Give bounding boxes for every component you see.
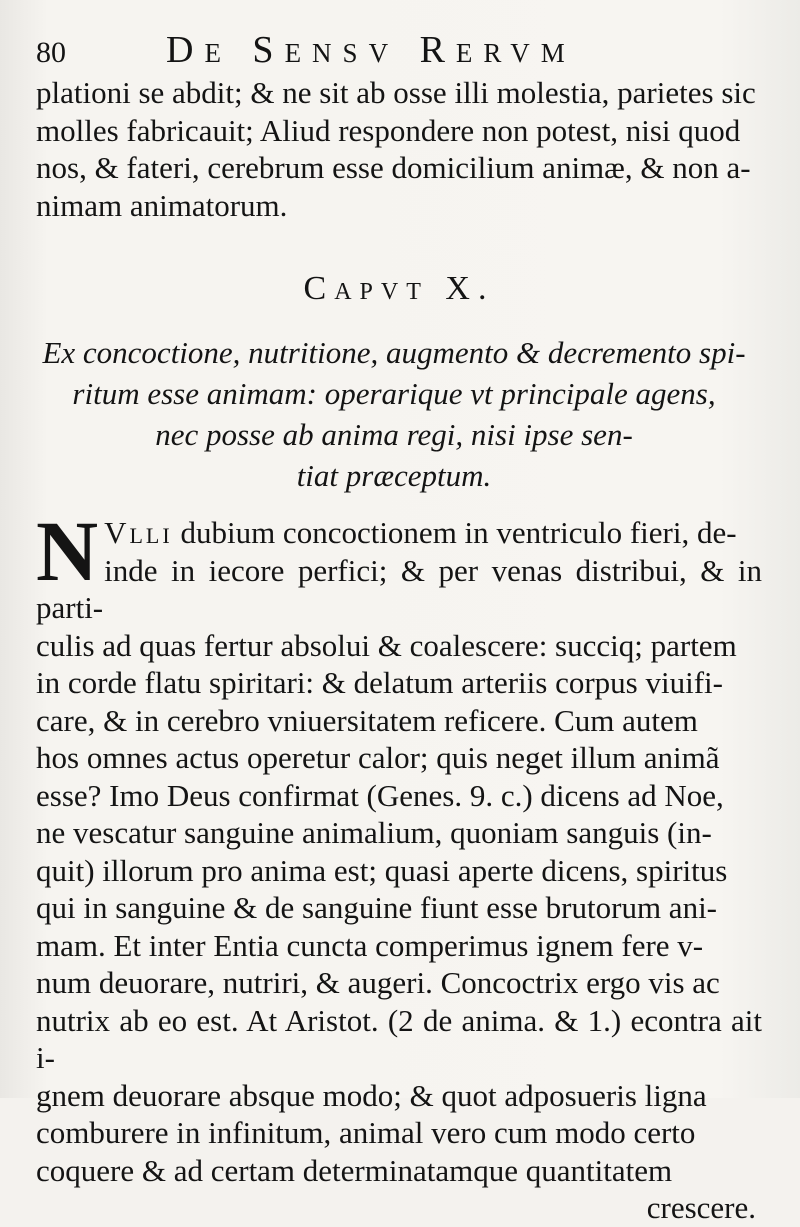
text-line: care, & in cerebro vniuersitatem reficere. Cum autem [36, 702, 698, 738]
summary-line: ritum esse animam: operarique vt principale agens, [72, 376, 716, 411]
chapter-title: Capvt X. [303, 270, 495, 307]
text-line: in corde flatu spiritari: & delatum arteriis corpus viuifi- [36, 665, 723, 700]
chapter-summary [36, 332, 752, 496]
text-line-content: dubium concoctionem in ventriculo fieri, de- [180, 515, 737, 550]
text-line: comburere in infinitum, animal vero cum modo certo [36, 1115, 696, 1150]
text-line-last: crescere. [646, 1190, 756, 1225]
text-line: hos omnes actus operetur calor; quis neget illum animã [36, 740, 720, 775]
text-line: inde in iecore perfici; & per venas distribui, & in parti- [36, 552, 762, 625]
text-line: plationi se abdit; & ne sit ab osse illi molestia, parietes sic [36, 75, 756, 110]
text-line: qui in sanguine & de sanguine fiunt esse brutorum ani- [36, 890, 718, 925]
summary-line: tiat præceptum. [296, 458, 492, 493]
text-line: nimam animatorum. [36, 187, 288, 223]
text-line: gnem deuorare absque modo; & quot adposueris ligna [36, 1077, 707, 1113]
text-line: mam. Et inter Entia cuncta comperimus ignem fere v- [36, 927, 704, 963]
body-paragraph [36, 503, 762, 1227]
text-line: esse? Imo Deus confirmat (Genes. 9. c.) dicens ad Noe, [36, 777, 724, 813]
text-line: culis ad quas fertur absolui & coalescere: succiq; partem [36, 627, 737, 663]
opening-paragraph [36, 74, 762, 224]
text-line [36, 514, 762, 552]
text-line: nutrix ab eo est. At Aristot. (2 de anima. & 1.) econtra ait i- [36, 1002, 762, 1075]
text-line: nos, & fateri, cerebrum esse domicilium animæ, & non a- [36, 150, 751, 185]
text-line: molles fabricauit; Aliud respondere non potest, nisi quod [36, 112, 741, 148]
summary-line: nec posse ab anima regi, nisi ipse sen- [155, 417, 633, 452]
text-line: quit) illorum pro anima est; quasi aperte dicens, spiritus [36, 852, 728, 888]
summary-line: Ex concoctione, nutritione, augmento & decremento spi- [42, 335, 746, 370]
running-head [36, 28, 762, 74]
text-line: ne vescatur sanguine animalium, quoniam sanguis (in- [36, 815, 712, 850]
text-line: coquere & ad certam determinatamque quantitatem [36, 1152, 673, 1188]
drop-cap: N [36, 503, 99, 599]
lead-word: Vlli [104, 515, 173, 550]
running-title: De Sensv Rervm [166, 29, 576, 71]
page-number: 80 [36, 36, 66, 69]
text-line: num deuorare, nutriri, & augeri. Concoctrix ergo vis ac [36, 965, 720, 1000]
